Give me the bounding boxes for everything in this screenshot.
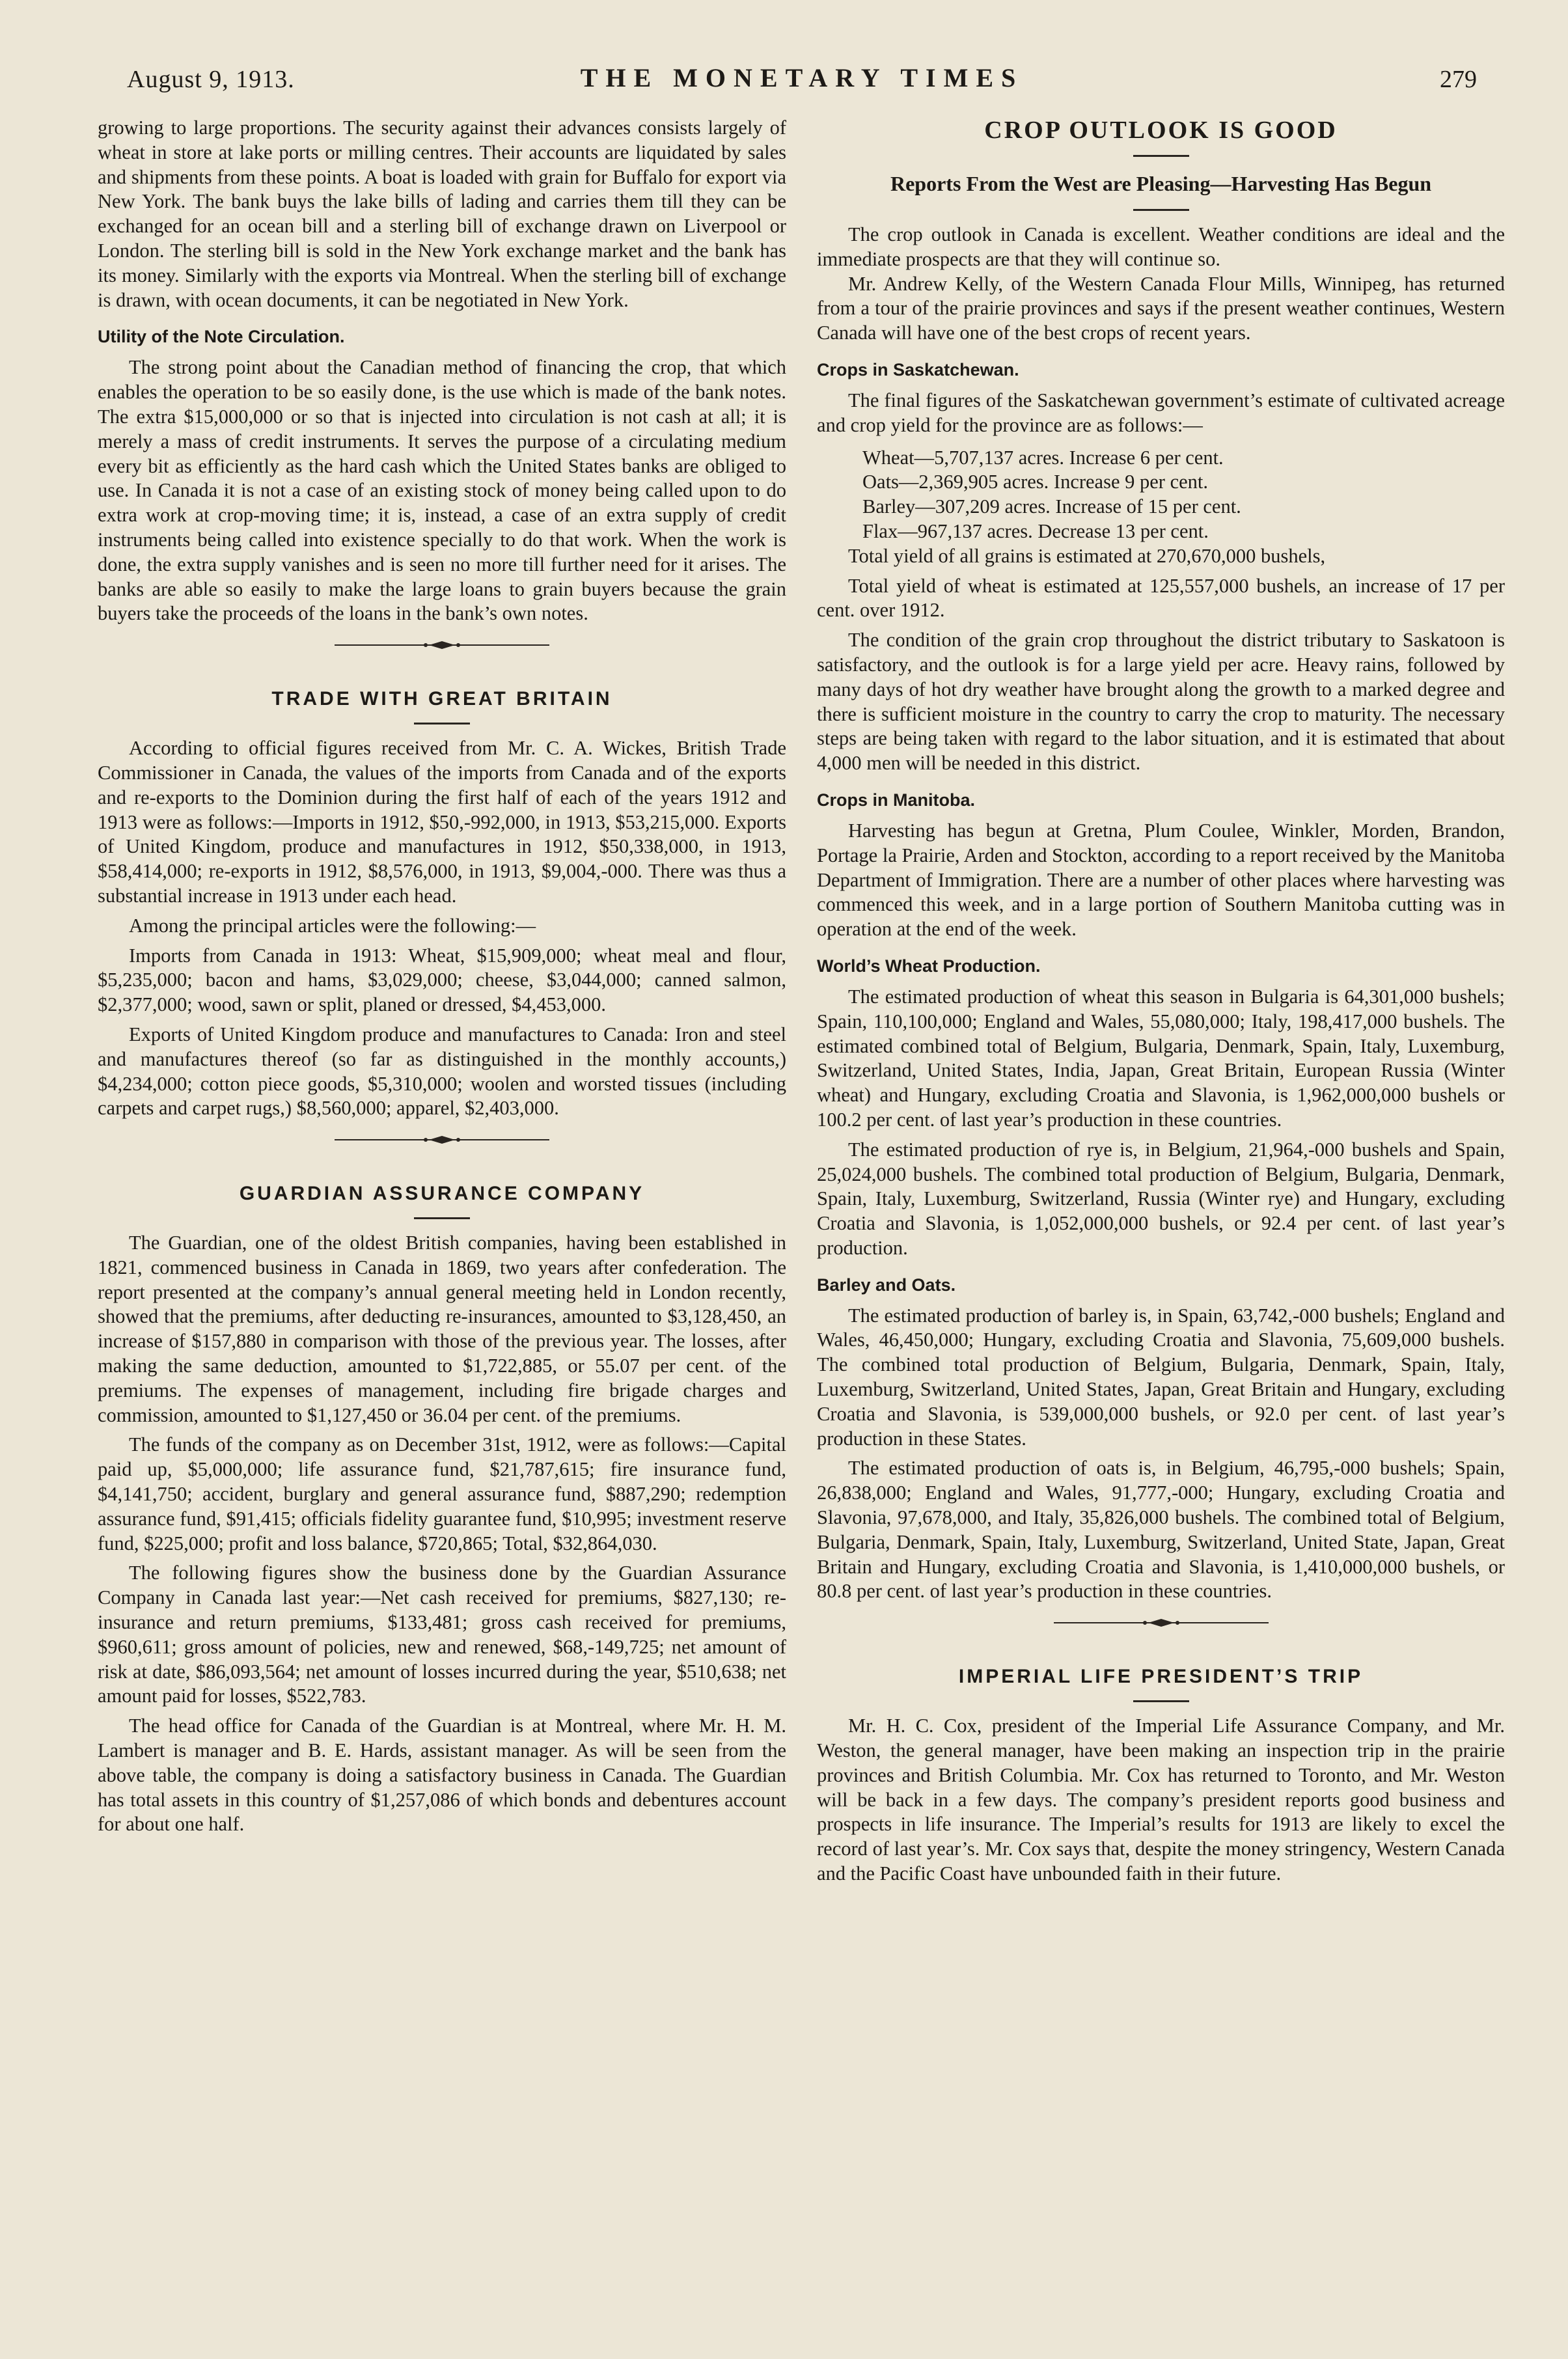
section-ornament: [98, 635, 786, 655]
heading-rule: [414, 1217, 470, 1219]
list-item: Wheat—5,707,137 acres. Increase 6 per cent.: [862, 446, 1224, 469]
paragraph: Exports of United Kingdom produce and manufactures to Canada: Iron and steel and manufactures thereof (so far as distinguished in the monthly accounts,) $4,234,000; cotton piece goods, $5,310,000; woolen and worsted tissues (including carpets and carpet rugs,) $8,560,000; apparel, $2,403,000.: [98, 1023, 786, 1120]
paragraph: The estimated production of oats is, in Belgium, 46,795,-000 bushels; Spain, 26,838,000; England and Wales, 91,777,-000; Hungary, excluding Croatia and Slavonia, 97,678,000, and Italy, 35,826,000 bushels. The combined total of Belgium, Bulgaria, Denmark, Spain, Italy, Luxemburg, Switzerland, United State, Japan, Great Britain and Hungary, excluding Croatia and Slavonia, is 1,410,000,000 bushels, or 80.8 per cent. of last year’s production in these countries.: [817, 1457, 1505, 1603]
subheading-note-circulation: Utility of the Note Circulation.: [98, 327, 345, 347]
left-column: [98, 116, 786, 1837]
subheading-saskatchewan: Crops in Saskatchewan.: [817, 359, 1019, 379]
article-heading-guardian: GUARDIAN ASSURANCE COMPANY: [239, 1183, 645, 1205]
paragraph: The estimated production of barley is, in Spain, 63,742,-000 bushels; England and Wales, 46,450,000; Hungary, excluding Croatia and Slavonia, 75,609,000 bushels. The combined total production of Belgium, Bulgaria, Denmark, Spain, Italy, Luxemburg, Switzerland, United States, Japan, Great Britain and Hungary, excluding Croatia and Slavonia, is 539,000,000 bushels, or 92.0 per cent. of last year’s production in these States.: [817, 1304, 1505, 1450]
page-header: [127, 62, 1477, 102]
right-column: [817, 116, 1505, 1886]
section-ornament: [817, 1613, 1505, 1633]
paragraph: The crop outlook in Canada is excellent. Weather conditions are ideal and the immediate prospects are that they will continue so.: [817, 223, 1505, 270]
paragraph: Harvesting has begun at Gretna, Plum Coulee, Winkler, Morden, Brandon, Portage la Prairie, Arden and Stockton, according to a report received by the Manitoba Department of Immigration. There are a number of other places where harvesting was commenced this week, and in a large portion of Southern Manitoba cutting was in operation at the end of the week.: [817, 819, 1505, 941]
paragraph: growing to large proportions. The security against their advances consists largely of wheat in store at lake ports or milling centres. Their accounts are liquidated by sales and shipments from these points. A boat is loaded with grain for Buffalo for export via New York. The bank buys the lake bills of lading and carries them till they can be exchanged for an ocean bill and a sterling bill of exchange drawn on Liverpool or London. The sterling bill is sold in the New York exchange market and the bank has its money. Similarly with the exports via Montreal. When the sterling bill of exchange is drawn, with ocean documents, it can be negotiated in New York.: [98, 117, 786, 311]
list-item: Oats—2,369,905 acres. Increase 9 per cent.: [862, 471, 1208, 493]
heading-rule: [414, 723, 470, 724]
publication-title: THE MONETARY TIMES: [580, 63, 1024, 92]
subheading-barley-oats: Barley and Oats.: [817, 1275, 956, 1295]
article-deck: Reports From the West are Pleasing—Harvesting Has Begun: [890, 172, 1432, 195]
paragraph: Among the principal articles were the following:—: [129, 914, 536, 937]
acreage-list: [862, 446, 1505, 544]
paragraph: The strong point about the Canadian method of financing the crop, that which enables the operation to be so easily done, is the use which is made of the bank notes. The extra $15,000,000 or so that is injected into circulation is not cash at all; it is merely a mass of credit instruments. It serves the purpose of a circulating medium every bit as efficiently as the hard cash which the United States banks are obliged to use. In Canada it is not a case of an existing stock of money being called upon to do extra work at crop-moving time; it is, instead, a case of an extra supply of credit instruments being called into existence specially to do that work. When the work is done, the extra supply vanishes and is seen no more till further need for it arises. The banks are able so easily to make the large loans to grain buyers because the grain buyers take the proceeds of the loans in the bank’s own notes.: [98, 356, 786, 625]
paragraph: Mr. Andrew Kelly, of the Western Canada Flour Mills, Winnipeg, has returned from a tour of the prairie provinces and says if the present weather continues, Western Canada will have one of the best crops of recent years.: [817, 272, 1505, 344]
heading-rule: [1133, 155, 1189, 157]
subheading-world-wheat: World’s Wheat Production.: [817, 956, 1041, 976]
article-heading-crop: CROP OUTLOOK IS GOOD: [984, 117, 1338, 144]
article-heading-trade: TRADE WITH GREAT BRITAIN: [271, 688, 612, 710]
list-item: Flax—967,137 acres. Decrease 13 per cent.: [862, 519, 1209, 542]
list-item: Barley—307,209 acres. Increase of 15 per cent.: [862, 495, 1241, 518]
paragraph: The following figures show the business done by the Guardian Assurance Company in Canada last year:—Net cash received for premiums, $827,130; re-insurance and return premiums, $133,481; gross cash received for premiums, $960,611; gross amount of policies, new and renewed, $68,-149,725; net amount of risk at date, $86,093,564; net amount of losses incurred during the year, $510,638; net amount paid for losses, $522,783.: [98, 1562, 786, 1707]
paragraph: The estimated production of rye is, in Belgium, 21,964,-000 bushels and Spain, 25,024,000 bushels. The combined total production of Belgium, Bulgaria, Denmark, Spain, Italy, Luxemburg, Switzerland, Russia (Winter rye) and Hungary, excluding Croatia and Slavonia, is 1,052,000,000 bushels, or 92.4 per cent. of last year’s production.: [817, 1138, 1505, 1259]
paragraph: The Guardian, one of the oldest British companies, having been established in 1821, commenced business in Canada in 1869, two years after confederation. The report presented at the company’s annual general meeting held in London recently, showed that the premiums, after deducting re-insurances, amounted to $3,128,450, an increase of $157,880 in comparison with those of the previous year. The losses, after making the same deduction, amounted to $1,722,885, or 55.07 per cent. of the premiums. The expenses of management, including fire brigade charges and commission, amounted to $1,127,450 or 36.04 per cent. of the premiums.: [98, 1232, 786, 1426]
paragraph: The estimated production of wheat this season in Bulgaria is 64,301,000 bushels; Spain, 110,100,000; England and Wales, 55,080,000; Italy, 198,417,000 bushels. The estimated combined total of Belgium, Bulgaria, Denmark, Spain, Italy, Luxemburg, Switzerland, United States, India, Japan, Great Britain, European Russia (Winter wheat) and Hungary, excluding Croatia and Slavonia, is 1,962,000,000 bushels or 100.2 per cent. of last year’s production in these countries.: [817, 985, 1505, 1131]
paragraph: The final figures of the Saskatchewan government’s estimate of cultivated acreage and crop yield for the province are as follows:—: [817, 389, 1505, 436]
paragraph: Total yield of wheat is estimated at 125,557,000 bushels, an increase of 17 per cent. over 1912.: [817, 574, 1505, 622]
section-ornament: [98, 1130, 786, 1150]
issue-date: August 9, 1913.: [127, 66, 295, 93]
article-heading-imperial: IMPERIAL LIFE PRESIDENT’S TRIP: [958, 1666, 1364, 1688]
page-number: 279: [1440, 66, 1477, 93]
paragraph: According to official figures received from Mr. C. A. Wickes, British Trade Commissioner in Canada, the values of the imports from Canada and of the exports and re-exports to the Dominion during the first half of each of the years 1912 and 1913 were as follows:—Imports in 1912, $50,-992,000, in 1913, $53,215,000. Exports of United Kingdom, produce and manufactures in 1912, $50,338,000, in 1913, $58,414,000; re-exports in 1912, $8,576,000, in 1913, $9,004,-000. There was thus a substantial increase in 1913 under each head.: [98, 737, 786, 907]
paragraph: The head office for Canada of the Guardian is at Montreal, where Mr. H. M. Lambert is manager and B. E. Hards, assistant manager. As will be seen from the above table, the company is doing a satisfactory business in Canada. The Guardian has total assets in this country of $1,257,086 of which bonds and debentures account for about one half.: [98, 1715, 786, 1836]
heading-rule: [1133, 209, 1189, 211]
paragraph: The condition of the grain crop throughout the district tributary to Saskatoon is satisfactory, and the outlook is for a large yield per acre. Heavy rains, followed by many days of hot dry weather have brought along the growth to a marked degree and there is sufficient moisture in the country to carry the crop to maturity. The necessary steps are being taken with regard to the labor situation, and it is estimated that about 4,000 men will be needed in this district.: [817, 629, 1505, 775]
subheading-manitoba: Crops in Manitoba.: [817, 790, 975, 810]
paragraph: The funds of the company as on December 31st, 1912, were as follows:—Capital paid up, $5,000,000; life assurance fund, $21,787,615; fire insurance fund, $4,141,750; accident, burglary and general assurance fund, $887,290; redemption assurance fund, $91,415; officials fidelity guarantee fund, $10,995; investment reserve fund, $225,000; profit and loss balance, $720,865; Total, $32,864,030.: [98, 1433, 786, 1554]
paragraph: Mr. H. C. Cox, president of the Imperial Life Assurance Company, and Mr. Weston, the general manager, have been making an inspection trip in the prairie provinces and British Columbia. Mr. Cox has returned to Toronto, and Mr. Weston will be back in a few days. The company’s president reports good business and prospects in life insurance. The Imperial’s results for 1913 are likely to excel the record of last year’s. Mr. Cox says that, despite the money stringency, Western Canada and the Pacific Coast have unbounded faith in their future.: [817, 1715, 1505, 1885]
heading-rule: [1133, 1700, 1189, 1702]
paragraph: Imports from Canada in 1913: Wheat, $15,909,000; wheat meal and flour, $5,235,000; bacon and hams, $3,029,000; cheese, $3,044,000; canned salmon, $2,377,000; wood, sawn or split, planed or dressed, $4,453,000.: [98, 944, 786, 1016]
paragraph: Total yield of all grains is estimated at 270,670,000 bushels,: [848, 544, 1326, 567]
